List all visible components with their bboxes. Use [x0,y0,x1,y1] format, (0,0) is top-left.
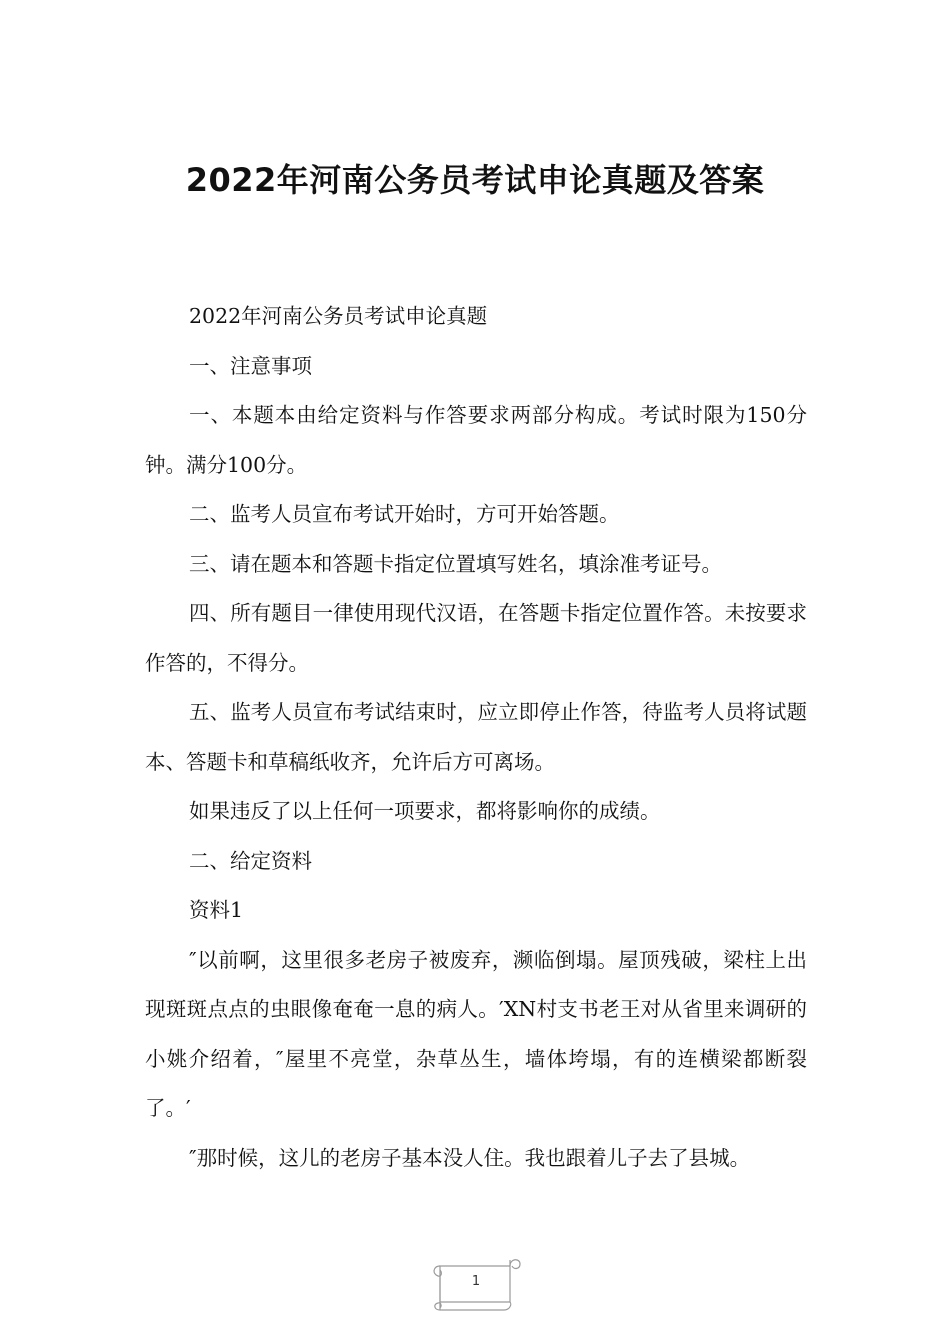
page-number-badge [430,1252,522,1318]
paragraph-section-heading: 2022年河南公务员考试申论真题 [189,304,488,328]
paragraph-notice-2: 二、监考人员宣布考试开始时，方可开始答题。 [189,502,620,526]
paragraph-material-1-continued: ″那时候，这儿的老房子基本没人住。我也跟着儿子去了县城。 [189,1145,751,1170]
paragraph-materials-heading: 二、给定资料 [189,848,312,873]
paragraph-material-1-label: 资料1 [189,898,244,922]
paragraph-notice-1: 一、本题本由给定资料与作答要求两部分构成。考试时限为150分钟。满分100分。 [145,403,807,477]
paragraph-warning: 如果违反了以上任何一项要求，都将影响你的成绩。 [189,799,661,823]
page-number: 1 [471,1274,481,1289]
paragraph-notice-4: 四、所有题目一律使用现代汉语，在答题卡指定位置作答。未按要求作答的，不得分。 [145,601,807,675]
paragraph-notice-3: 三、请在题本和答题卡指定位置填写姓名，填涂准考证号。 [189,551,722,576]
paragraph-notice-heading: 一、注意事项 [189,353,312,378]
paragraph-notice-5: 五、监考人员宣布考试结束时，应立即停止作答，待监考人员将试题本、答题卡和草稿纸收齐，允许后方可离场。 [145,700,807,774]
page-title: 2022年河南公务员考试申论真题及答案 [185,161,765,199]
paragraph-material-1-text: ″以前啊，这里很多老房子被废弃，濒临倒塌。屋顶残破，梁柱上出现斑斑点点的虫眼像奄奄一息的病人。′XN村支书老王对从省里来调研的小姚介绍着，″屋里不亮堂，杂草丛生，墙体垮塌，有的连横梁都断裂了。′ [145,947,807,1120]
document-body [145,292,807,1183]
